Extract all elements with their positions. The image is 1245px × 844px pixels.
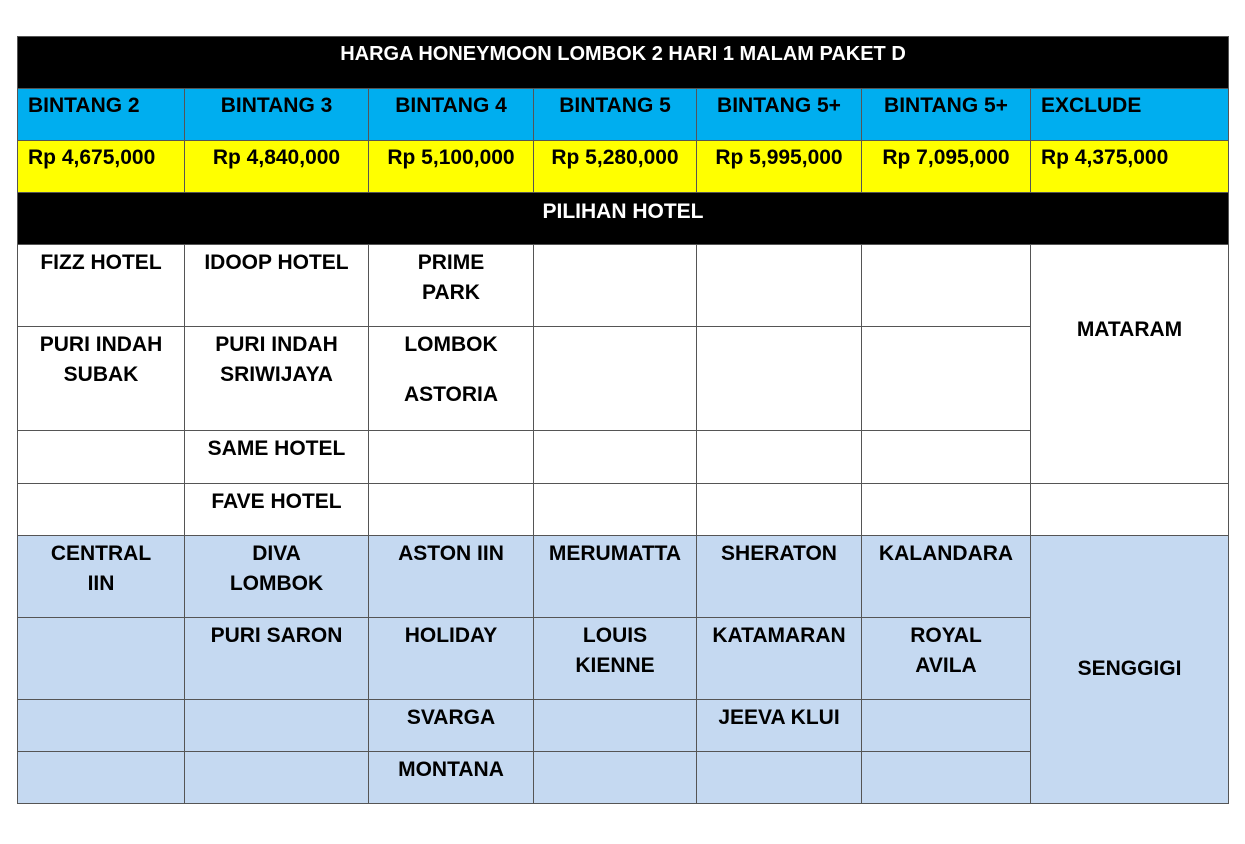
hotel-name: LOUIS KIENNE xyxy=(575,623,655,677)
hotel-name: ROYAL AVILA xyxy=(910,623,982,677)
hotel-cell xyxy=(18,751,185,803)
hotel-name: PRIME PARK xyxy=(417,251,485,305)
hotel-name: PURI INDAH SUBAK xyxy=(39,333,163,387)
hotel-cell xyxy=(697,327,862,431)
col-header-bintang-5plus-b: BINTANG 5+ xyxy=(862,89,1031,141)
hotel-name: CENTRAL IIN xyxy=(50,541,152,595)
region-cell-blank xyxy=(1031,483,1229,535)
price-bintang-4: Rp 5,100,000 xyxy=(369,141,534,193)
hotel-name: ASTORIA xyxy=(403,383,499,407)
hotel-cell xyxy=(18,617,185,699)
hotel-cell xyxy=(862,699,1031,751)
hotel-name: DIVA LOMBOK xyxy=(229,541,324,595)
hotel-cell: JEEVA KLUI xyxy=(697,699,862,751)
hotel-cell: PURI SARON xyxy=(185,617,369,699)
hotel-cell: SAME HOTEL xyxy=(185,431,369,483)
hotel-cell xyxy=(534,327,697,431)
hotel-cell xyxy=(369,245,534,327)
hotel-name: PURI INDAH SRIWIJAYA xyxy=(215,333,338,387)
hotel-cell xyxy=(185,535,369,617)
hotel-cell xyxy=(185,699,369,751)
hotel-name: LOMBOK xyxy=(404,333,498,357)
hotel-cell xyxy=(862,245,1031,327)
hotel-cell xyxy=(369,431,534,483)
hotel-cell xyxy=(534,699,697,751)
hotel-cell xyxy=(697,245,862,327)
col-header-bintang-4: BINTANG 4 xyxy=(369,89,534,141)
hotel-cell xyxy=(18,699,185,751)
region-senggigi: SENGGIGI xyxy=(1031,535,1229,803)
hotel-cell xyxy=(534,751,697,803)
hotel-cell xyxy=(185,327,369,431)
hotel-cell: KATAMARAN xyxy=(697,617,862,699)
hotel-cell xyxy=(534,245,697,327)
hotel-cell xyxy=(18,327,185,431)
hotel-cell: ASTON IIN xyxy=(369,535,534,617)
region-mataram: MATARAM xyxy=(1031,245,1229,483)
price-bintang-5plus-b: Rp 7,095,000 xyxy=(862,141,1031,193)
hotel-cell xyxy=(862,431,1031,483)
hotel-cell xyxy=(697,751,862,803)
hotel-cell xyxy=(18,483,185,535)
price-bintang-2: Rp 4,675,000 xyxy=(18,141,185,193)
section-heading: PILIHAN HOTEL xyxy=(18,193,1229,245)
price-bintang-5plus-a: Rp 5,995,000 xyxy=(697,141,862,193)
hotel-cell: MERUMATTA xyxy=(534,535,697,617)
hotel-cell: HOLIDAY xyxy=(369,617,534,699)
hotel-cell xyxy=(862,327,1031,431)
col-header-bintang-3: BINTANG 3 xyxy=(185,89,369,141)
hotel-cell xyxy=(862,617,1031,699)
hotel-cell: SHERATON xyxy=(697,535,862,617)
hotel-cell xyxy=(18,535,185,617)
hotel-cell xyxy=(18,431,185,483)
price-table xyxy=(17,36,1229,804)
hotel-cell xyxy=(862,483,1031,535)
hotel-cell: SVARGA xyxy=(369,699,534,751)
hotel-cell xyxy=(534,483,697,535)
col-header-bintang-5: BINTANG 5 xyxy=(534,89,697,141)
hotel-cell xyxy=(369,327,534,431)
col-header-exclude: EXCLUDE xyxy=(1031,89,1229,141)
hotel-cell: FAVE HOTEL xyxy=(185,483,369,535)
price-bintang-5: Rp 5,280,000 xyxy=(534,141,697,193)
hotel-cell xyxy=(697,483,862,535)
hotel-cell xyxy=(862,751,1031,803)
hotel-cell: KALANDARA xyxy=(862,535,1031,617)
hotel-cell xyxy=(534,431,697,483)
col-header-bintang-5plus-a: BINTANG 5+ xyxy=(697,89,862,141)
table-title: HARGA HONEYMOON LOMBOK 2 HARI 1 MALAM PAKET D xyxy=(18,37,1229,89)
hotel-cell: MONTANA xyxy=(369,751,534,803)
hotel-cell xyxy=(534,617,697,699)
hotel-cell xyxy=(697,431,862,483)
hotel-cell xyxy=(185,751,369,803)
price-bintang-3: Rp 4,840,000 xyxy=(185,141,369,193)
col-header-bintang-2: BINTANG 2 xyxy=(18,89,185,141)
hotel-cell: FIZZ HOTEL xyxy=(18,245,185,327)
hotel-cell xyxy=(369,483,534,535)
price-exclude: Rp 4,375,000 xyxy=(1031,141,1229,193)
hotel-cell: IDOOP HOTEL xyxy=(185,245,369,327)
